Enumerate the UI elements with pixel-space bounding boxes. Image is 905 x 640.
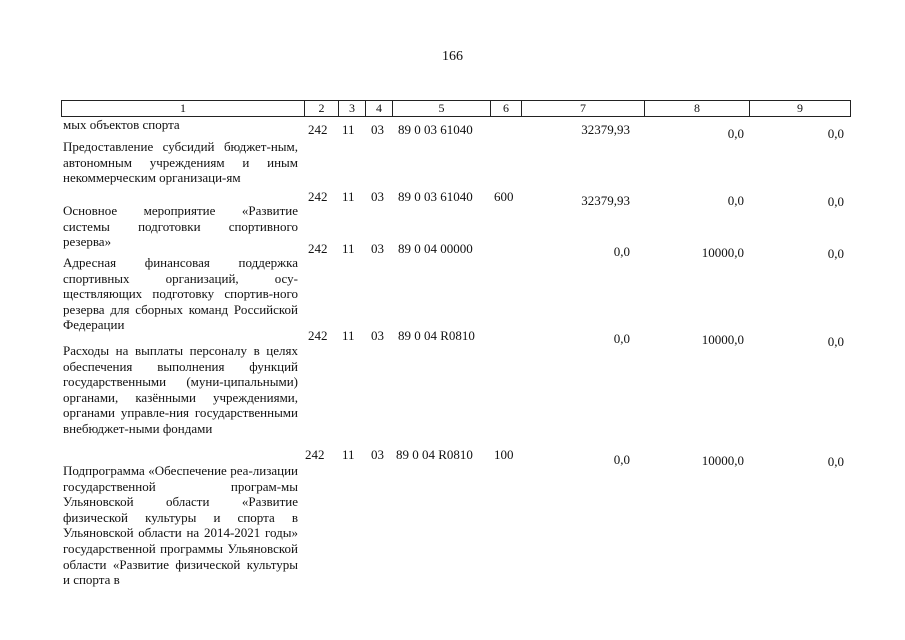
cell-col5: 89 0 04 R0810	[398, 328, 475, 343]
cell-col7: 0,0	[613, 331, 630, 346]
cell-col3: 11	[342, 447, 355, 462]
row-description-3: Основное мероприятие «Развитие системы подготовки спортивного резерва»	[63, 203, 298, 250]
row-description-5: Расходы на выплаты персоналу в целях обеспечения выполнения функций государственными (муни-ципальными) органами, казёнными учреждениями, органами управле-ния государственными внебюджет-ными фондами	[63, 343, 298, 436]
table-row	[0, 189, 905, 209]
cell-col8: 0,0	[727, 126, 744, 141]
cell-col2: 242	[305, 447, 325, 462]
cell-col9: 0,0	[827, 126, 844, 141]
cell-col7: 32379,93	[581, 122, 630, 137]
header-cell-9: 9	[749, 100, 851, 117]
cell-col2: 242	[308, 328, 328, 343]
cell-col4: 03	[371, 189, 384, 204]
cell-col8: 0,0	[727, 193, 744, 208]
cell-col7: 0,0	[613, 244, 630, 259]
header-cell-8: 8	[644, 100, 750, 117]
header-cell-4: 4	[365, 100, 393, 117]
cell-col2: 242	[308, 122, 328, 137]
cell-col2: 242	[308, 189, 328, 204]
cell-col7: 32379,93	[581, 193, 630, 208]
cell-col3: 11	[342, 122, 355, 137]
row-description-4: Адресная финансовая поддержка спортивных организаций, осу-ществляющих подготовку спортив-ного резерва для сборных команд Российской Федерации	[63, 255, 298, 333]
table-row	[0, 122, 905, 141]
cell-col8: 10000,0	[701, 332, 744, 347]
cell-col3: 11	[342, 189, 355, 204]
cell-col5: 89 0 04 00000	[398, 241, 473, 256]
cell-col6: 100	[494, 447, 514, 462]
cell-col2: 242	[308, 241, 328, 256]
cell-col4: 03	[371, 328, 384, 343]
cell-col5: 89 0 04 R0810	[396, 447, 473, 462]
row-description-6: Подпрограмма «Обеспечение реа-лизации государственной програм-мы Ульяновской области «Развитие физической культуры и спорта в Ульяновской области на 2014-2021 годы» государственной программы Ульяновской области «Развитие физической культуры и спорта в	[63, 463, 298, 588]
cell-col9: 0,0	[827, 246, 844, 261]
cell-col7: 0,0	[613, 452, 630, 467]
header-cell-5: 5	[392, 100, 491, 117]
cell-col9: 0,0	[827, 334, 844, 349]
page-number: 166	[442, 49, 463, 64]
cell-col9: 0,0	[827, 194, 844, 209]
cell-col9: 0,0	[827, 454, 844, 469]
cell-col4: 03	[371, 122, 384, 137]
cell-col5: 89 0 03 61040	[398, 122, 473, 137]
table-header	[61, 100, 851, 117]
cell-col4: 03	[371, 447, 384, 462]
cell-col3: 11	[342, 328, 355, 343]
cell-col3: 11	[342, 241, 355, 256]
table-row	[0, 328, 905, 349]
table-row	[0, 241, 905, 261]
row-description-2: Предоставление субсидий бюджет-ным, автономным учреждениям и иным некоммерческим организаци-ям	[63, 139, 298, 186]
header-cell-7: 7	[521, 100, 645, 117]
cell-col8: 10000,0	[701, 453, 744, 468]
cell-col5: 89 0 03 61040	[398, 189, 473, 204]
header-cell-2: 2	[304, 100, 339, 117]
header-cell-6: 6	[490, 100, 522, 117]
cell-col6: 600	[494, 189, 514, 204]
table-row	[0, 447, 905, 469]
header-cell-1: 1	[61, 100, 305, 117]
cell-col8: 10000,0	[701, 245, 744, 260]
cell-col4: 03	[371, 241, 384, 256]
row-description-1: мых объектов спорта	[63, 117, 180, 132]
header-cell-3: 3	[338, 100, 366, 117]
